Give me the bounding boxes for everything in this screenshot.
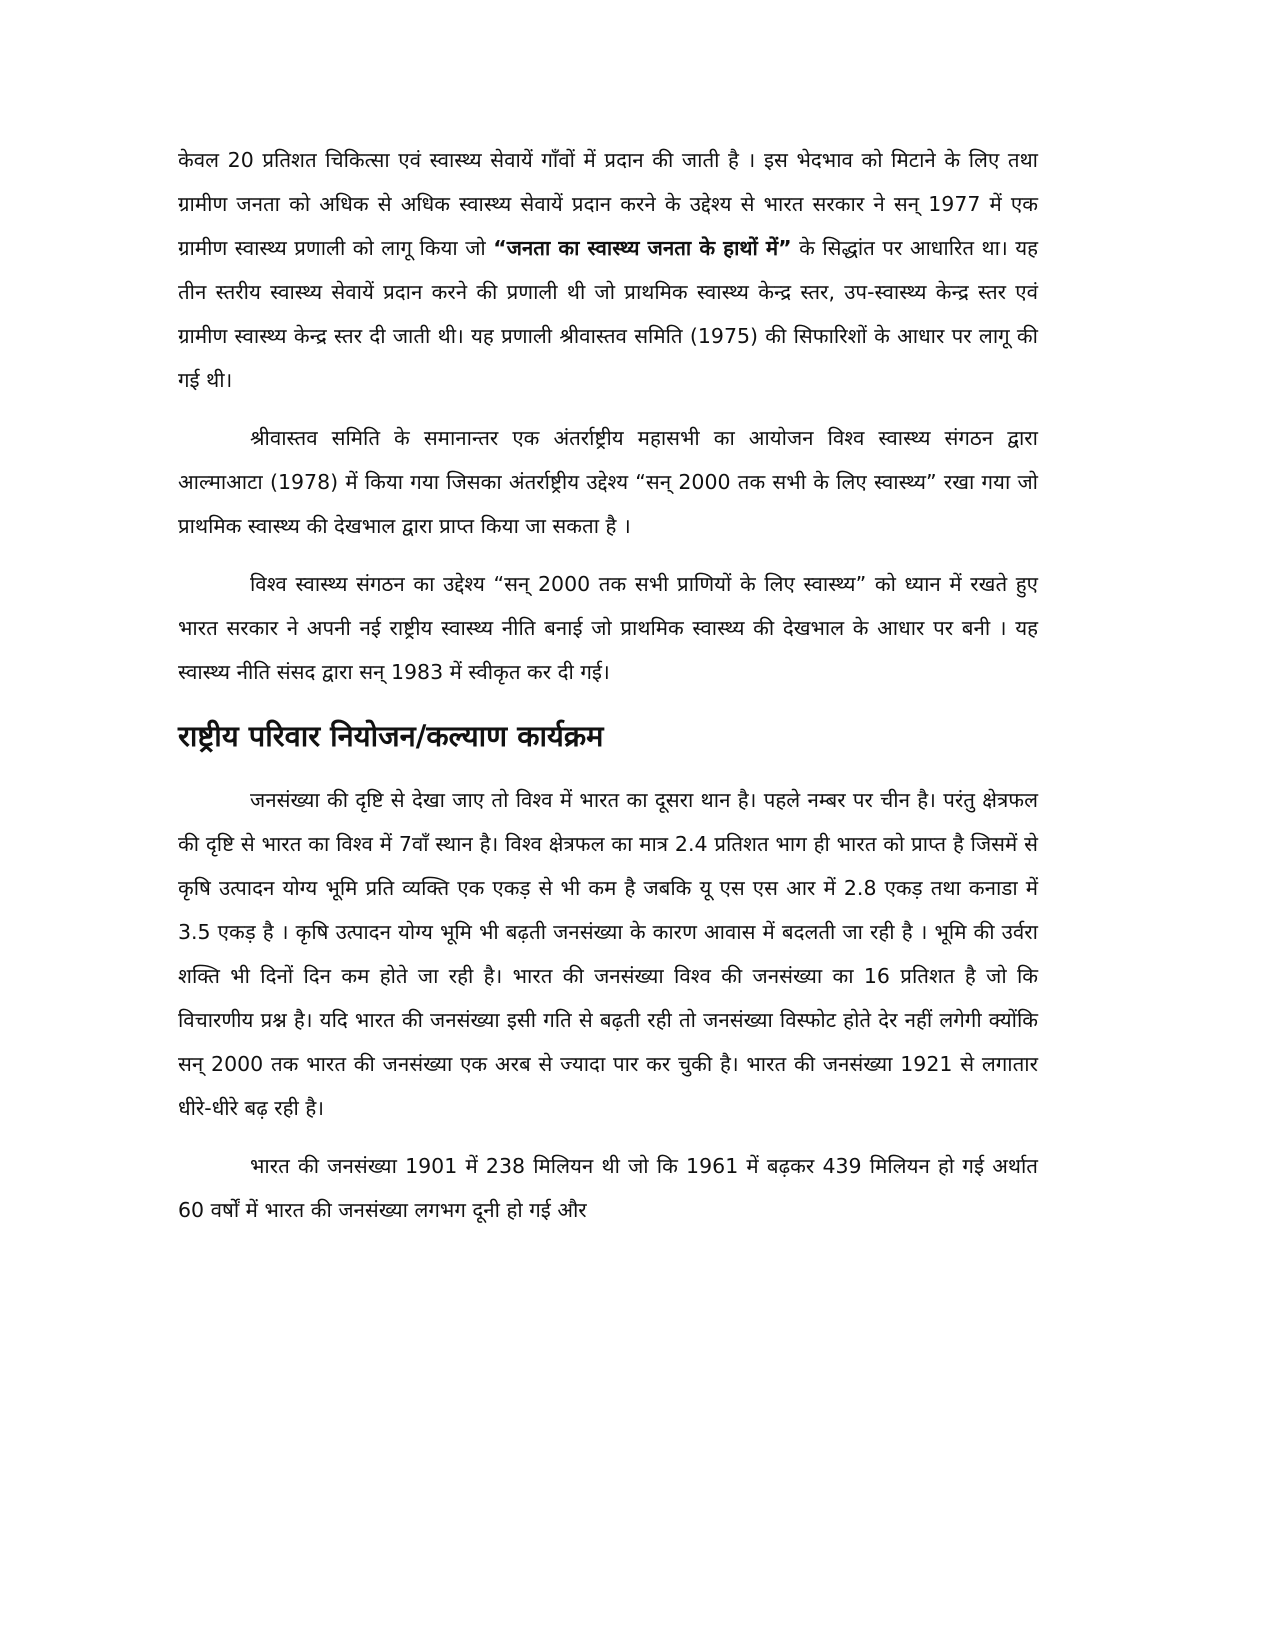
- paragraph-3: विश्व स्वास्थ्य संगठन का उद्देश्य “सन् 2000 तक सभी प्राणियों के लिए स्वास्थ्य” को ध्यान में रखते हुए भारत सरकार ने अपनी नई राष्ट्रीय स्वास्थ्य नीति बनाई जो प्राथमिक स्वास्थ्य की देखभाल के आधार पर बनी । यह स्वास्थ्य नीति संसद द्वारा सन् 1983 में स्वीकृत कर दी गई।: [178, 572, 1038, 684]
- slogan-bold: “जनता का स्वास्थ्य जनता के हाथों में”: [493, 236, 792, 260]
- paragraph-4: जनसंख्या की दृष्टि से देखा जाए तो विश्व में भारत का दूसरा थान है। पहले नम्बर पर चीन है। परंतु क्षेत्रफल की दृष्टि से भारत का विश्व में 7वाँ स्थान है। विश्व क्षेत्रफल का मात्र 2.4 प्रतिशत भाग ही भारत को प्राप्त है जिसमें से कृषि उत्पादन योग्य भूमि प्रति व्यक्ति एक एकड़ से भी कम है जबकि यू एस एस आर में 2.8 एकड़ तथा कनाडा में 3.5 एकड़ है । कृषि उत्पादन योग्य भूमि भी बढ़ती जनसंख्या के कारण आवास में बदलती जा रही है । भूमि की उर्वरा शक्ति भी दिनों दिन कम होते जा रही है। भारत की जनसंख्या विश्व की जनसंख्या का 16 प्रतिशत है जो कि विचारणीय प्रश्न है। यदि भारत की जनसंख्या इसी गति से बढ़ती रही तो जनसंख्या विस्फोट होते देर नहीं लगेगी क्योंकि सन् 2000 तक भारत की जनसंख्या एक अरब से ज्यादा पार कर चुकी है। भारत की जनसंख्या 1921 से लगातार धीरे-धीरे बढ़ रही है।: [178, 788, 1038, 1120]
- document-page: [178, 138, 1038, 1246]
- paragraph-5: भारत की जनसंख्या 1901 में 238 मिलियन थी जो कि 1961 में बढ़कर 439 मिलियन हो गई अर्थात 60 वर्षों में भारत की जनसंख्या लगभग दूनी हो गई और: [178, 1154, 1038, 1222]
- paragraph-1-text-after: के सिद्धांत पर आधारित था। यह तीन स्तरीय स्वास्थ्य सेवायें प्रदान करने की प्रणाली थी जो प्राथमिक स्वास्थ्य केन्द्र स्तर, उप-स्वास्थ्य केन्द्र स्तर एवं ग्रामीण स्वास्थ्य केन्द्र स्तर दी जाती थी। यह प्रणाली श्रीवास्तव समिति (1975) की सिफारिशों के आधार पर लागू की गई थी।: [178, 236, 1038, 392]
- paragraph-2: श्रीवास्तव समिति के समानान्तर एक अंतर्राष्ट्रीय महासभी का आयोजन विश्व स्वास्थ्य संगठन द्वारा आल्माआटा (1978) में किया गया जिसका अंतर्राष्ट्रीय उद्देश्य “सन् 2000 तक सभी के लिए स्वास्थ्य” रखा गया जो प्राथमिक स्वास्थ्य की देखभाल द्वारा प्राप्त किया जा सकता है ।: [178, 426, 1038, 538]
- paragraph-1: [178, 138, 1038, 402]
- paragraph-1-text-before: केवल 20 प्रतिशत चिकित्सा एवं स्वास्थ्य सेवायें गाँवों में प्रदान की जाती है । इस भेदभाव को मिटाने के लिए तथा ग्रामीण जनता को अधिक से अधिक स्वास्थ्य सेवायें प्रदान करने के उद्देश्य से भारत सरकार ने सन् 1977 में एक ग्रामीण स्वास्थ्य प्रणाली को लागू किया जो: [178, 148, 1038, 260]
- section-heading: राष्ट्रीय परिवार नियोजन/कल्याण कार्यक्रम: [178, 719, 604, 753]
